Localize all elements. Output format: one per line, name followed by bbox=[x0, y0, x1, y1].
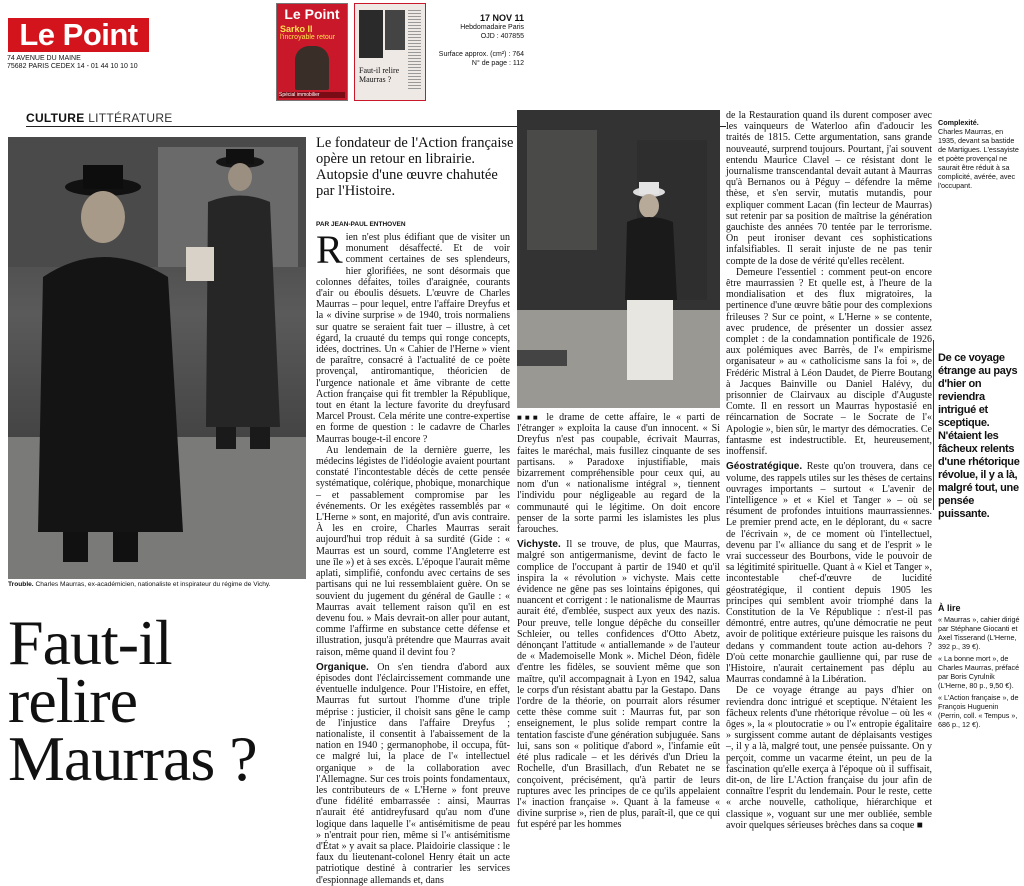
paragraph: de la Restauration quand ils durent composer avec les vainqueurs de Waterloo afin d'adoucir les traités de 1815. Cette argumentation, sans grande nouveauté, surprend toujours. Pourtant, j'ai souvent entendu Maurice Clavel – ce résistant dont le journalisme transcendantal devait autant à Maurras qu'à Bernanos ou à Péguy – défendre la même thèse, et s'en servir, mutatis mutandis, pour expliquer comment Lacan (fin lecteur de Maurras) sut retenir par sa position de maîtrise la génération gauchiste des années 70 tentée par le terrorisme. On peut ironiser devant ces sophistications infalsifiables. Il serait injuste de ne pas tenir compte de la dose de vérité qu'elles recèlent. bbox=[726, 110, 932, 267]
cover-logo: Le Point bbox=[284, 6, 340, 22]
cover-footer: Spécial immobilier bbox=[279, 92, 345, 98]
subheading: Géostratégique. bbox=[726, 461, 803, 473]
reading-item: « Maurras », cahier dirigé par Stéphane Giocanti et Axel Tisserand (L'Herne, 392 p., 39 €). bbox=[938, 615, 1020, 651]
pullquote: De ce voyage étrange au pays d'hier on reviendra intrigué et sceptique. N'étaient les fâcheux relents d'une rhétorique révolue, il y a là, malgré tout, une pensée puissante. bbox=[938, 352, 1020, 520]
byline: PAR JEAN-PAUL ENTHOVEN bbox=[316, 221, 406, 228]
photo-maurras-street bbox=[8, 137, 306, 579]
photo2-caption bbox=[938, 118, 1020, 190]
thumb-photo-1 bbox=[359, 10, 383, 58]
subheading: Organique. bbox=[316, 661, 369, 673]
article-title: Faut-il relire Maurras ? bbox=[8, 607, 257, 794]
further-reading bbox=[938, 604, 1020, 729]
cover-headline: Sarko II bbox=[280, 24, 313, 34]
periodicity: Hebdomadaire Paris bbox=[460, 24, 524, 31]
paragraph-text: ien n'est plus édifiant que de visiter un monument désaffecté. Et de voir comment certaines de ses splendeurs, hier glorifiées, ne sont désormais que colonnes défaites, toiles d'araignée, courants d'air ou éboulis désuets. L'œuvre de Charles Maurras – pour lequel, entre l'affaire Dreyfus et la « divine surprise » de 1940, trois normaliens sur quatre se seraient fait tuer – illustre, à cet égard, la cruauté du temps qui ronge concepts, idées, doctrines. Un « Cahier de l'Herne » vient de paraître, consacré à l'actualité de ce poète provençal, antiromantique, théoricien de l'urgence nationale et âme vibrante de cette Action française qui fit trembler la République, tout en étant la lecture favorite du dreyfusard Marcel Proust. Cela mérite une contre-expertise en forme de question : le cadavre de Charles Maurras bouge-t-il encore ? bbox=[316, 232, 510, 445]
thumb-text bbox=[408, 10, 421, 90]
paragraph-text: On s'en tiendra d'abord aux épisodes dont l'éclaircissement commande une éventuelle indulgence. Pour l'Histoire, en effet, Maurras fut surtout l'homme d'une triple méprise : justicier, il choisit sans gêne le camp de l'injustice dans l'affaire Dreyfus ; nationaliste, il consentit à l'abaissement de la nation en 1940 ; germanophobe, il occupa, fût-ce malgré lui, la place de l'« intellectuel organique » de la collaboration avec l'Allemagne. Sur ces trois points fondamentaux, les contributeurs de « L'Herne » font preuve d'une fidélité embarrassée : ainsi, Maurras n'aurait été antidreyfusard qu'au nom d'une logique dans laquelle l'« antisémitisme de peau » n'entrait pour rien, même si l'« antisémitisme d'État » y avait sa place. Plaidoirie classique : le faux du lieutenant-colonel Henry était un acte patriotique destiné à contrarier les services d'espionnage allemands et, dans bbox=[316, 661, 510, 886]
paragraph-text: Reste qu'on trouvera, dans ce volume, des rappels utiles sur les thèses de certains ouvrages importants – surtout « L'avenir de l'intelligence » et « Kiel et Tanger » – où se résument de profondes intuitions maurrassiennes. Le premier prend acte, en le déplorant, du « sacre de l'écrivain », de ce moment où l'intellectuel, devenu par l'« alliance du sang et de l'esprit » le vrai successeur des Bourbons, vide le pouvoir de sa légitimité spirituelle. Quant à « Kiel et Tanger », incontestable chef-d'œuvre de lucidité géostratégique, il contient depuis 1905 les principes qui semblent avoir triomphé dans la Constitution de la Ve République : n'est-il pas démontré, entre autres, qu'une démocratie ne peut avoir de politique extérieure puisque les raisons du dedans y commandent toute action au-dehors ? D'où cette monarchie gaullienne qui, par ruse de l'Histoire, n'aurait certainement pas déplu au Maurras condamné à la Libération. bbox=[726, 461, 932, 686]
section-label bbox=[26, 111, 173, 125]
caption-text: Charles Maurras, en 1935, devant sa bastide de Martigues. L'essayiste et poète provençal ne saurait être réduit à sa complicité, avérée, avec l'occupant. bbox=[938, 127, 1019, 190]
publisher-address bbox=[7, 55, 138, 71]
article-column-3 bbox=[726, 110, 932, 831]
clipping-metadata bbox=[432, 14, 524, 68]
paragraph bbox=[517, 412, 720, 535]
subheading: Vichyste. bbox=[517, 539, 561, 551]
thumb-headline: Faut-il relire Maurras ? bbox=[359, 66, 400, 84]
paragraph: De ce voyage étrange au pays d'hier on reviendra donc intrigué et sceptique. N'étaient les fâcheux relents d'une rhétorique révolue – où les « ôges », la « ploutocratie » ou l'« entropie égalitaire » surgissent comme autant de déplaisants vestiges –, il y a là, malgré tout, une pensée puissante. On y perçoit, comme un vacarme éteint, un peu de la fascination qu'elle exerça à l'époque où il suffisait, dit-on, de lire L'Action française du jour afin de connaître l'esprit du lendemain. Pour le reste, cette « arche nouvelle, catholique, hiérarchique et classique », voguant sur une mer oubliée, semble avoir quelques sérieuses brèches dans sa coque ■ bbox=[726, 685, 932, 831]
pullquote-rule bbox=[933, 340, 934, 510]
reading-item: « L'Action française », de François Huguenin (Perrin, coll. « Tempus », 686 p., 12 €). bbox=[938, 693, 1019, 729]
reading-item: « La bonne mort », de Charles Maurras, préfacé par Boris Cyrulnik (L'Herne, 80 p., 9,50 €). bbox=[938, 654, 1020, 690]
article-column-1 bbox=[316, 227, 510, 886]
paragraph bbox=[316, 662, 510, 886]
caption-text: Charles Maurras, ex-académicien, nationaliste et inspirateur du régime de Vichy. bbox=[35, 581, 271, 588]
address-line-2: 75682 PARIS CEDEX 14 - 01 44 10 10 10 bbox=[7, 63, 138, 70]
paragraph: Demeure l'essentiel : comment peut-on encore être maurrassien ? Et quelle est, à l'heure de la mondialisation et des flux migratoires, la pertinence d'une œuvre bâtie pour des complexions frileuses ? Sur ce point, « L'Herne » se contente, avec prudence, de présenter un dossier assez complet : de la condamnation pontificale de 1926 aux polémiques avec Barrès, de l'« empirisme organisateur » au « catholicisme sans la foi », de Frédéric Mistral à Léon Daudet, de Pierre Boutang à Jacques Bainville ou Daniel Halévy, du prisonnier de Clairvaux au disciple d'Auguste Comte. Il en ressort un Maurras hypostasié en réincarnation de Socrate – le Socrate de l'« Apologie », bien sûr, le martyr des démocraties. Ce fantasme est indestructible. Et, heureusement, inoffensif. bbox=[726, 266, 932, 458]
paragraph: Au lendemain de la dernière guerre, les médecins légistes de l'idéologie avaient pourtant constaté l'incontestable décès de cette pensée systématique, colérique, phobique, monarchique – et passablement compromise par les événements. Or les exégètes rassemblés par « L'Herne » sont, en majorité, d'un avis contraire. À les en croire, Charles Maurras serait aujourd'hui trop réduit à sa surdité (Gide : « Maurras est un sourd, comme l'Angleterre est une île ») et à ses excès. L'époque l'aurait même aplati, simplifié, confondu avec certains de ses partisans qui ne lui ressemblaient guère. On se souvient du jugement du général de Gaulle : « Maurras avait tellement raison qu'il en est devenu fou. » Mais devrait-on aller pour autant, comme l'affirme en substance cette défense et illustration, jusqu'à prétendre que Maurras avait raison, même quand il devint fou ? bbox=[316, 444, 510, 658]
ojd-count: OJD : 407855 bbox=[480, 33, 524, 40]
photo-maurras-garden bbox=[517, 110, 720, 408]
further-reading-title: À lire bbox=[938, 603, 961, 613]
cover-subheadline: l'incroyable retour bbox=[280, 34, 336, 41]
caption-label: Complexité. bbox=[938, 118, 979, 127]
article-lead: Le fondateur de l'Action française opère un retour en librairie. Autopsie d'une œuvre chahutée par l'Histoire. bbox=[316, 135, 514, 199]
drop-cap: R bbox=[316, 227, 343, 272]
page-number: N° de page : 112 bbox=[471, 60, 524, 67]
surface-area: Surface approx. (cm²) : 764 bbox=[438, 51, 524, 58]
magazine-cover-thumbnail bbox=[276, 3, 348, 101]
article-column-2 bbox=[517, 412, 721, 831]
caption-label: Trouble. bbox=[8, 581, 34, 588]
address-line-1: 74 AVENUE DU MAINE bbox=[7, 55, 81, 62]
paragraph bbox=[517, 539, 720, 830]
street-scene-illustration bbox=[8, 137, 306, 579]
paragraph-text: le drame de cette affaire, le « parti de l'étranger » exploita la cause d'un innocent. « Si Dreyfus n'est pas coupable, écrivait Maurras, faites le maréchal, mais fusillez cinquante de ses partisans. » Paradoxe injustifiable, mais bizarrement compréhensible pour ceux qui, au nom d'un « nationalisme intégral », tiennent l'individu pour négligeable au regard de la communauté qui le légitime. On doit encore penser de la sorte parmi les islamistes les plus farouches. bbox=[517, 412, 721, 536]
photo-caption bbox=[8, 581, 308, 589]
le-point-logo: Le Point bbox=[8, 18, 149, 52]
garden-scene-illustration bbox=[517, 110, 720, 408]
continuation-marks: ■■■ bbox=[517, 413, 541, 422]
thumb-photo-2 bbox=[385, 10, 405, 50]
section-label-bold: CULTURE bbox=[26, 111, 85, 125]
section-label-light: LITTÉRATURE bbox=[88, 111, 173, 125]
article-page-thumbnail bbox=[354, 3, 426, 101]
paragraph-text: Il se trouve, de plus, que Maurras, malgré son antigermanisme, devint de facto le complice de l'occupant à partir de 1940 et qu'il inspira la « révolution » vichyste. Mais cette évidence ne gêne pas ses lointains épigones, qui nuancent et corrigent : le nationalisme de Maurras aurait été, d'emblée, suspect aux yeux des nazis. Pour preuve, telle longue dépêche du conseiller Schleier, ou telles confidences d'Otto Abetz, dénonçant l'attitude « antiallemande » de l'auteur de « Mademoiselle Monk ». Michel Déon, fidèle d'entre les fidèles, se souvient même que son maître, qu'il accompagnait à Lyon en 1942, salua le corps d'un résistant abattu par la Gestapo. Dans l'ordre de la théorie, on pourrait alors résumer cette thèse comme suit : Maurras fut, par son enseignement, le plus solide rempart contre la tentation fasciste d'une génération subjuguée. Sans lui, sans son « politique d'abord », l'infamie eût été plus radicale – et les dérivés d'un Drieu la Rochelle, d'un Brasillach, d'un Rebatet ne se conçoivent, précisément, qu'à partir de leurs ruptures avec les principes de ce qu'ils appelaient l'« inaction française ». Quant à la fameuse « divine surprise », rien de plus, paraît-il, que ce qui fut espéré par les hommes bbox=[517, 539, 720, 831]
publication-date: 17 NOV 11 bbox=[479, 13, 524, 23]
paragraph bbox=[316, 227, 510, 445]
cover-portrait bbox=[295, 46, 329, 90]
paragraph bbox=[726, 461, 932, 685]
